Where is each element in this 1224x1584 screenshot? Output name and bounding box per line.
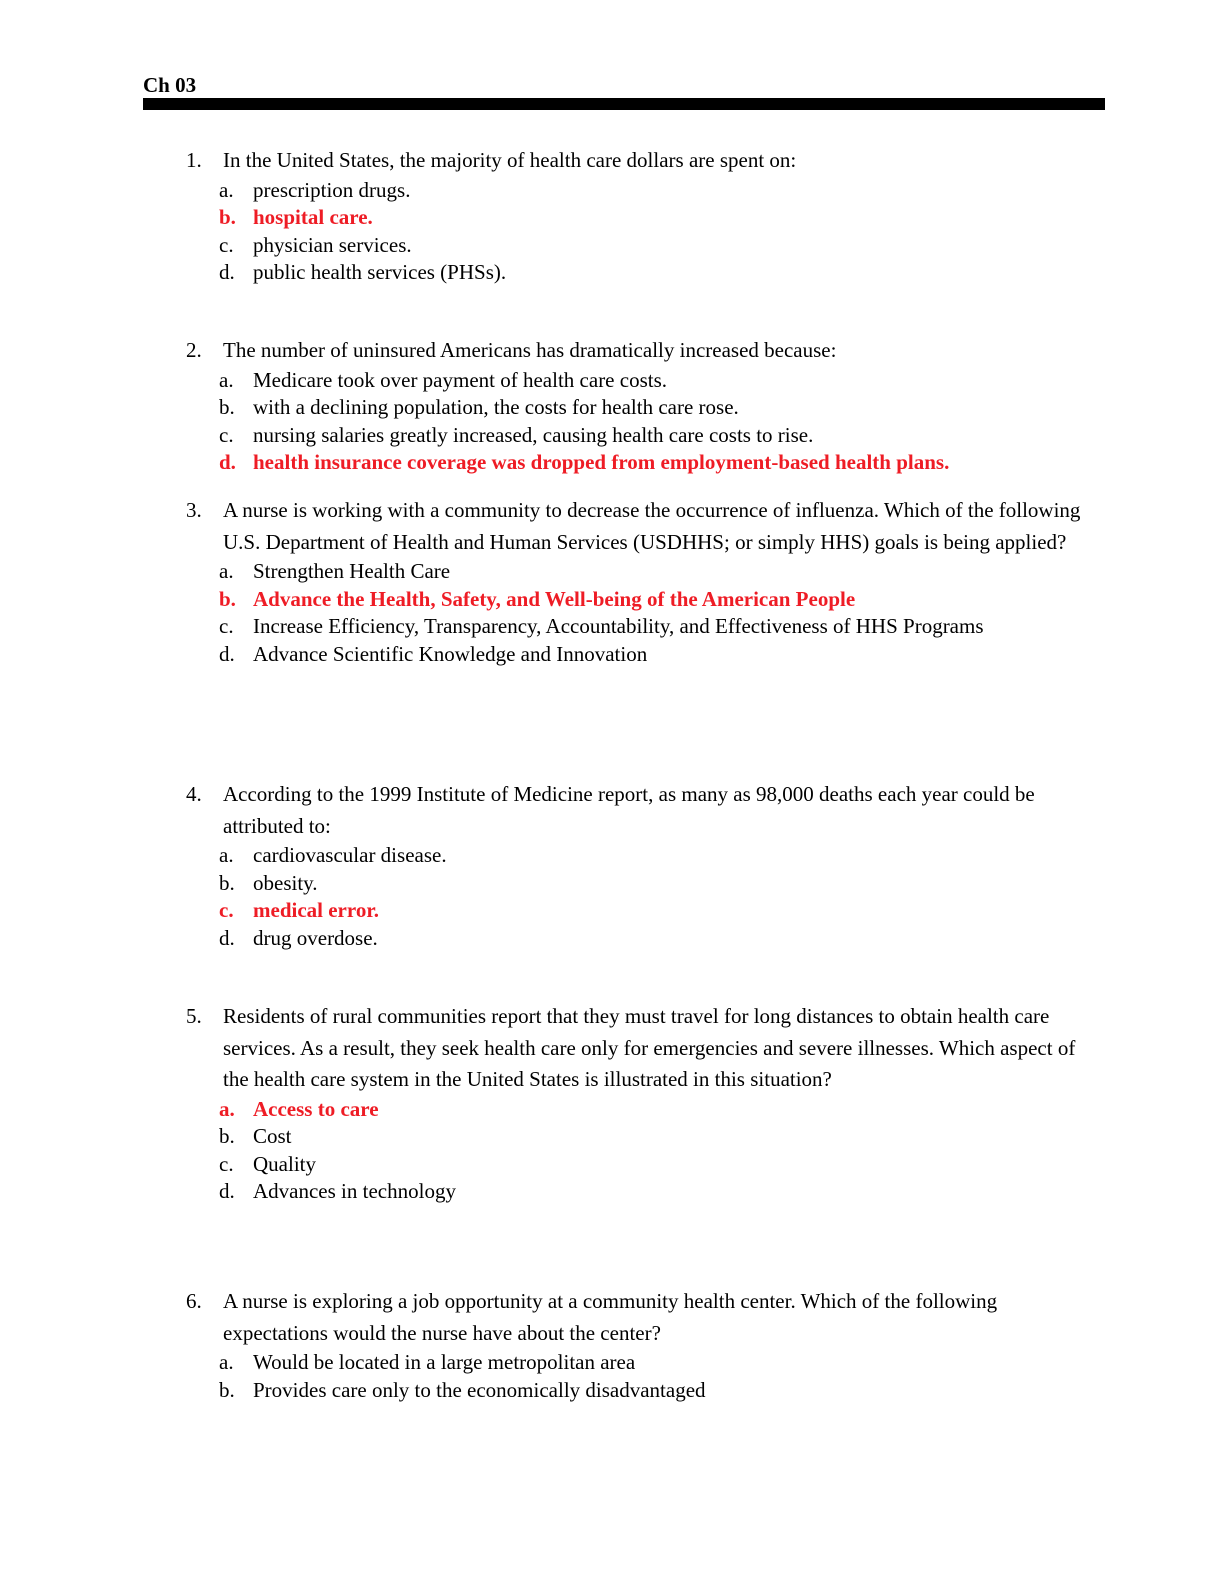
option-text: Advances in technology (253, 1179, 456, 1203)
option-text: Provides care only to the economically disadvantaged (253, 1377, 706, 1402)
answer-options (186, 367, 1106, 477)
answer-option-b (186, 394, 1106, 422)
option-letter: d. (219, 1179, 235, 1203)
question-stem (186, 1286, 1106, 1349)
answer-option-a (186, 842, 1106, 870)
option-letter: c. (219, 898, 234, 922)
option-letter: a. (219, 177, 234, 202)
answer-option-a-correct (186, 1096, 1106, 1124)
option-text: Quality (253, 1151, 316, 1176)
question-1 (186, 145, 1106, 287)
option-text: Cost (253, 1124, 292, 1148)
option-text: medical error. (253, 898, 379, 922)
answer-option-c-correct (186, 897, 1106, 925)
question-text: According to the 1999 Institute of Medicine report, as many as 98,000 deaths each year could be attributed to: (223, 782, 1035, 838)
question-4 (186, 779, 1106, 952)
option-letter: c. (219, 232, 234, 257)
answer-option-d (186, 925, 1106, 953)
option-text: drug overdose. (253, 925, 378, 950)
option-text: Advance Scientific Knowledge and Innovation (253, 641, 648, 666)
option-text: Medicare took over payment of health care costs. (253, 367, 668, 392)
question-number: 3. (186, 498, 202, 522)
question-5 (186, 1001, 1106, 1206)
question-stem (186, 335, 1106, 367)
answer-option-a (186, 367, 1106, 395)
answer-options (186, 842, 1106, 952)
option-letter: b. (219, 1377, 235, 1402)
answer-option-d (186, 259, 1106, 287)
answer-option-a (186, 1349, 1106, 1377)
option-letter: b. (219, 870, 235, 895)
option-letter: a. (219, 1350, 234, 1374)
option-letter: c. (219, 422, 234, 447)
question-number: 6. (186, 1289, 202, 1313)
answer-options (186, 558, 1106, 668)
option-text: nursing salaries greatly increased, causing health care costs to rise. (253, 422, 814, 447)
question-stem (186, 145, 1106, 177)
option-text: health insurance coverage was dropped from employment-based health plans. (253, 450, 950, 474)
option-text: public health services (PHSs). (253, 260, 507, 284)
answer-option-b (186, 1377, 1106, 1405)
answer-option-d (186, 1178, 1106, 1206)
option-text: Increase Efficiency, Transparency, Accountability, and Effectiveness of HHS Programs (253, 614, 984, 638)
answer-option-b-correct (186, 586, 1106, 614)
option-letter: d. (219, 260, 235, 284)
option-text: Would be located in a large metropolitan area (253, 1350, 636, 1374)
option-letter: d. (219, 925, 235, 950)
option-letter: d. (219, 641, 235, 666)
question-3 (186, 495, 1106, 668)
option-text: physician services. (253, 232, 412, 257)
answer-options (186, 1349, 1106, 1404)
answer-option-a (186, 558, 1106, 586)
header-rule (143, 98, 1105, 110)
question-text: In the United States, the majority of health care dollars are spent on: (223, 148, 797, 172)
question-number: 4. (186, 782, 202, 806)
chapter-title: Ch 03 (143, 73, 197, 97)
question-number: 1. (186, 148, 202, 172)
option-letter: b. (219, 205, 236, 229)
question-text: The number of uninsured Americans has dramatically increased because: (223, 338, 837, 362)
answer-options (186, 177, 1106, 287)
question-number: 2. (186, 338, 202, 362)
question-stem (186, 1001, 1106, 1096)
option-letter: b. (219, 586, 236, 611)
option-letter: a. (219, 1096, 235, 1121)
option-letter: b. (219, 1124, 235, 1148)
question-text: A nurse is exploring a job opportunity at a community health center. Which of the following expectations would the nurse have about the center? (223, 1289, 998, 1345)
option-letter: a. (219, 559, 234, 583)
option-text: with a declining population, the costs for health care rose. (253, 395, 739, 419)
option-text: prescription drugs. (253, 177, 411, 202)
answer-option-b-correct (186, 204, 1106, 232)
option-text: hospital care. (253, 205, 373, 229)
option-letter: c. (219, 1151, 234, 1176)
option-text: Access to care (253, 1096, 379, 1121)
option-text: Advance the Health, Safety, and Well-being of the American People (253, 586, 856, 611)
option-letter: a. (219, 843, 234, 867)
answer-option-d (186, 641, 1106, 669)
option-letter: a. (219, 367, 234, 392)
option-letter: c. (219, 614, 234, 638)
answer-option-c (186, 1151, 1106, 1179)
answer-option-b (186, 1123, 1106, 1151)
option-letter: b. (219, 395, 235, 419)
question-6 (186, 1286, 1106, 1404)
question-number: 5. (186, 1004, 202, 1028)
question-stem (186, 779, 1106, 842)
question-2 (186, 335, 1106, 477)
option-text: cardiovascular disease. (253, 843, 447, 867)
option-text: obesity. (253, 870, 318, 895)
answer-option-c (186, 613, 1106, 641)
answer-option-b (186, 870, 1106, 898)
option-text: Strengthen Health Care (253, 559, 451, 583)
question-text: A nurse is working with a community to decrease the occurrence of influenza. Which of the following U.S. Department of Health and Human Services (USDHHS; or simply HHS) goals is being applied? (223, 498, 1081, 554)
answer-option-c (186, 422, 1106, 450)
answer-option-c (186, 232, 1106, 260)
option-letter: d. (219, 450, 236, 474)
answer-options (186, 1096, 1106, 1206)
answer-option-a (186, 177, 1106, 205)
answer-option-d-correct (186, 449, 1106, 477)
question-stem (186, 495, 1106, 558)
question-text: Residents of rural communities report that they must travel for long distances to obtain health care services. As a result, they seek health care only for emergencies and severe illnesses. Which aspect of the health care system in the United States is illustrated in this situation? (223, 1004, 1076, 1091)
